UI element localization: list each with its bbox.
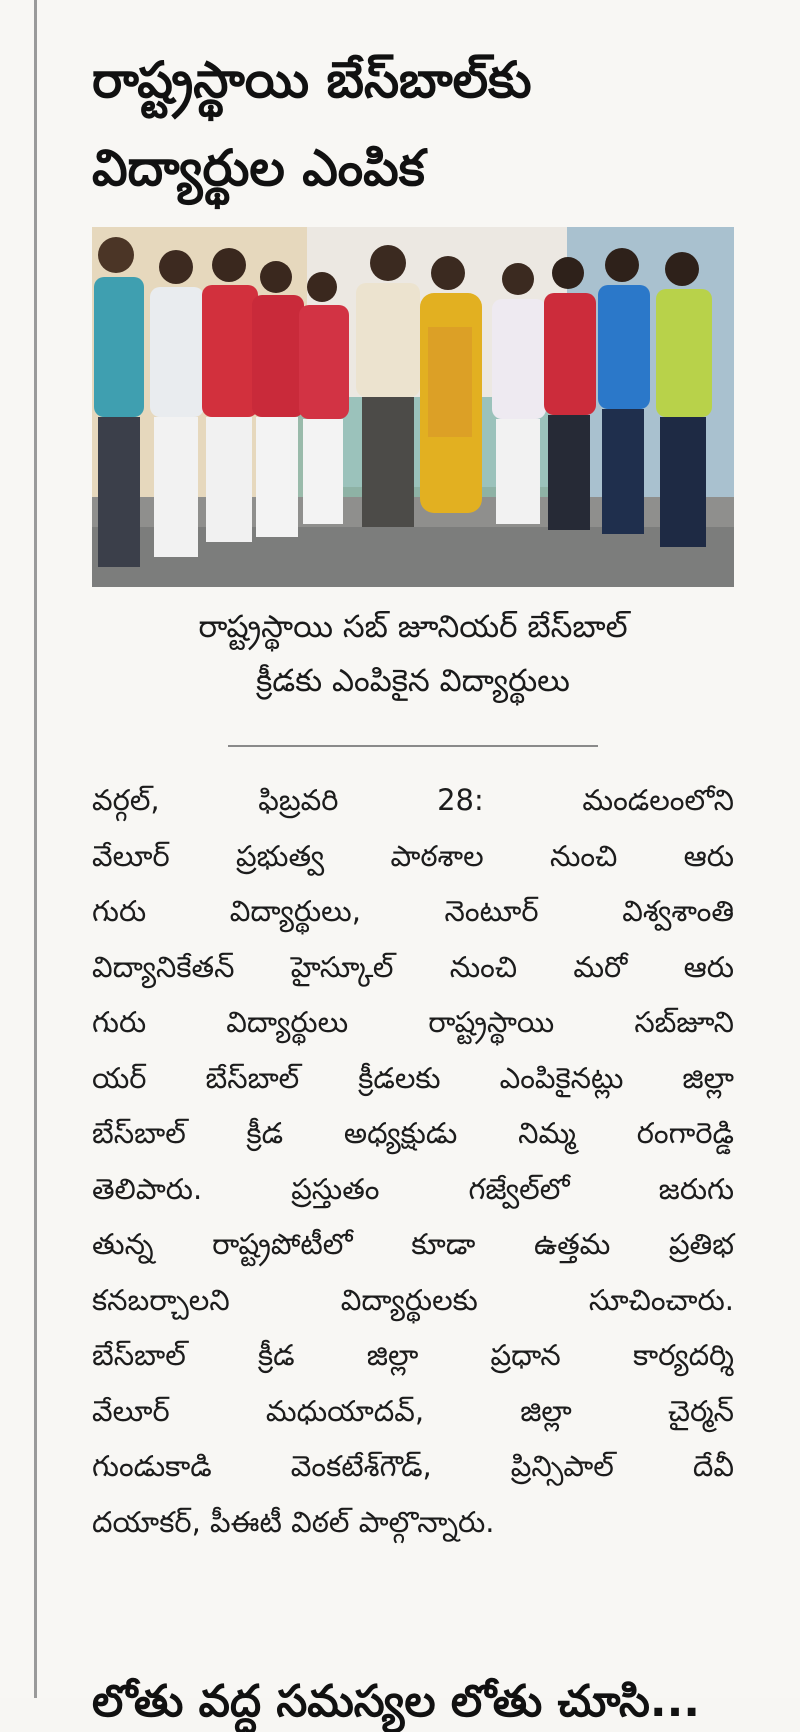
body-line: గురు విద్యార్థులు రాష్ట్రస్థాయి సబ్‌జూని	[92, 1005, 734, 1039]
body-line: వేలూర్ మధుయాదవ్, జిల్లా చైర్మన్	[92, 1393, 734, 1428]
next-article-headline-text: లోతు వద్ద సమస్యల లోతు చూసి...	[92, 1676, 701, 1727]
article-photo	[92, 227, 734, 587]
article-headline	[92, 36, 732, 212]
body-line: గురు విద్యార్థులు, నెంటూర్ విశ్వశాంతి	[92, 894, 734, 928]
body-line: కనబర్చాలని విద్యార్థులకు సూచించారు.	[92, 1282, 734, 1317]
caption-line-1: రాష్ట్రస్థాయి సబ్ జూనియర్ బేస్‌బాల్	[198, 609, 628, 645]
article-body	[92, 773, 734, 1550]
next-article-headline	[92, 1672, 734, 1727]
body-line: యర్ బేస్‌బాల్ క్రీడలకు ఎంపికైనట్లు జిల్లా	[92, 1060, 734, 1095]
body-line: వర్గల్, ఫిబ్రవరి 28: మండలంలోని	[92, 783, 734, 817]
body-line: గుండుకాడి వెంకటేశ్‌గౌడ్, ప్రిన్సిపాల్ దేవీ	[92, 1449, 734, 1483]
body-line: బేస్‌బాల్ క్రీడ అధ్యక్షుడు నిమ్మ రంగారెడ్డి	[92, 1116, 734, 1150]
caption-divider	[228, 745, 598, 747]
body-line: వేలూర్ ప్రభుత్వ పాఠశాల నుంచి ఆరు	[92, 838, 734, 873]
body-line: తెలిపారు. ప్రస్తుతం గజ్వేల్‌లో జరుగు	[92, 1171, 734, 1206]
caption-line-2: క్రీడకు ఎంపికైన విద్యార్థులు	[256, 663, 570, 699]
body-line: తున్న రాష్ట్రపోటీలో కూడా ఉత్తమ ప్రతిభ	[92, 1227, 734, 1261]
photo-caption	[92, 600, 734, 708]
body-line: దయాకర్, పీఈటీ విఠల్ పాల్గొన్నారు.	[92, 1504, 495, 1539]
body-line: బేస్‌బాల్ క్రీడ జిల్లా ప్రధాన కార్యదర్శి	[92, 1338, 734, 1372]
column-divider	[34, 0, 37, 1698]
headline-line-2: విద్యార్థుల ఎంపిక	[92, 139, 425, 197]
body-line: విద్యానికేతన్ హైస్కూల్ నుంచి మరో ఆరు	[92, 949, 734, 984]
headline-line-1: రాష్ట్రస్థాయి బేస్‌బాల్‌కు	[92, 51, 532, 109]
